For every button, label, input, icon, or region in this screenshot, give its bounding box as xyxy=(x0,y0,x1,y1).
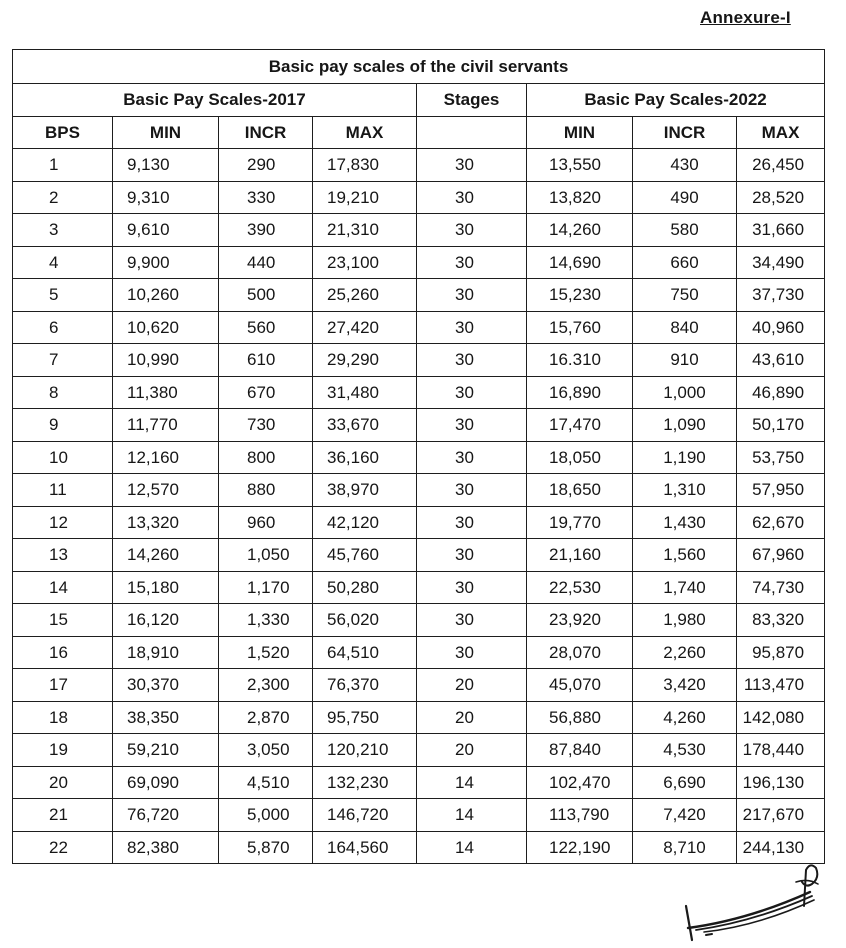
incr-2022-cell: 1,560 xyxy=(633,539,737,572)
min-2017-cell: 12,570 xyxy=(113,474,219,507)
incr-2017-cell: 440 xyxy=(219,246,313,279)
incr-2022-cell: 840 xyxy=(633,311,737,344)
bps-cell: 1 xyxy=(13,149,113,182)
incr-2017-cell: 960 xyxy=(219,506,313,539)
min-2017-cell: 76,720 xyxy=(113,799,219,832)
incr-2022-cell: 580 xyxy=(633,214,737,247)
bps-cell: 9 xyxy=(13,409,113,442)
max-2022-cell: 37,730 xyxy=(737,279,825,312)
incr-2017-cell: 290 xyxy=(219,149,313,182)
incr-2017-cell: 1,050 xyxy=(219,539,313,572)
incr-2017-cell: 500 xyxy=(219,279,313,312)
incr-2017-cell: 390 xyxy=(219,214,313,247)
bps-cell: 22 xyxy=(13,831,113,864)
stages-cell: 20 xyxy=(417,669,527,702)
incr-2022-cell: 910 xyxy=(633,344,737,377)
max-2017-cell: 64,510 xyxy=(313,636,417,669)
incr-2022-cell: 430 xyxy=(633,149,737,182)
bps-cell: 5 xyxy=(13,279,113,312)
bps-cell: 4 xyxy=(13,246,113,279)
max-2022-cell: 196,130 xyxy=(737,766,825,799)
max-2017-cell: 19,210 xyxy=(313,181,417,214)
table-row xyxy=(13,311,825,344)
max-2022-cell: 34,490 xyxy=(737,246,825,279)
incr-2017-cell: 2,870 xyxy=(219,701,313,734)
incr-2022-cell: 750 xyxy=(633,279,737,312)
min-2022-cell: 21,160 xyxy=(527,539,633,572)
min-2022-cell: 113,790 xyxy=(527,799,633,832)
incr-2022-cell: 3,420 xyxy=(633,669,737,702)
incr-2022-cell: 6,690 xyxy=(633,766,737,799)
max-2017-cell: 120,210 xyxy=(313,734,417,767)
max-2017-cell: 21,310 xyxy=(313,214,417,247)
min-2017-cell: 10,260 xyxy=(113,279,219,312)
col-header-max-2017: MAX xyxy=(313,116,417,149)
col-header-incr-2022: INCR xyxy=(633,116,737,149)
min-2022-cell: 14,690 xyxy=(527,246,633,279)
incr-2022-cell: 1,090 xyxy=(633,409,737,442)
min-2017-cell: 10,990 xyxy=(113,344,219,377)
signature-mark xyxy=(678,858,828,944)
min-2022-cell: 16.310 xyxy=(527,344,633,377)
bps-cell: 20 xyxy=(13,766,113,799)
table-row xyxy=(13,409,825,442)
max-2017-cell: 132,230 xyxy=(313,766,417,799)
stages-cell: 14 xyxy=(417,799,527,832)
bps-cell: 19 xyxy=(13,734,113,767)
max-2022-cell: 53,750 xyxy=(737,441,825,474)
min-2017-cell: 30,370 xyxy=(113,669,219,702)
min-2022-cell: 56,880 xyxy=(527,701,633,734)
bps-cell: 7 xyxy=(13,344,113,377)
min-2017-cell: 59,210 xyxy=(113,734,219,767)
max-2017-cell: 36,160 xyxy=(313,441,417,474)
max-2017-cell: 29,290 xyxy=(313,344,417,377)
incr-2022-cell: 1,430 xyxy=(633,506,737,539)
table-row xyxy=(13,279,825,312)
stages-cell: 30 xyxy=(417,214,527,247)
min-2017-cell: 18,910 xyxy=(113,636,219,669)
bps-cell: 13 xyxy=(13,539,113,572)
max-2017-cell: 50,280 xyxy=(313,571,417,604)
bps-cell: 18 xyxy=(13,701,113,734)
min-2022-cell: 102,470 xyxy=(527,766,633,799)
max-2022-cell: 57,950 xyxy=(737,474,825,507)
incr-2022-cell: 1,000 xyxy=(633,376,737,409)
max-2022-cell: 62,670 xyxy=(737,506,825,539)
min-2017-cell: 10,620 xyxy=(113,311,219,344)
stages-cell: 30 xyxy=(417,279,527,312)
min-2017-cell: 9,610 xyxy=(113,214,219,247)
max-2017-cell: 42,120 xyxy=(313,506,417,539)
stages-cell: 30 xyxy=(417,636,527,669)
bps-cell: 12 xyxy=(13,506,113,539)
max-2017-cell: 23,100 xyxy=(313,246,417,279)
annexure-label: Annexure-I xyxy=(700,8,791,27)
min-2022-cell: 87,840 xyxy=(527,734,633,767)
stages-cell: 30 xyxy=(417,376,527,409)
max-2017-cell: 17,830 xyxy=(313,149,417,182)
min-2022-cell: 45,070 xyxy=(527,669,633,702)
col-header-stages-blank xyxy=(417,116,527,149)
incr-2017-cell: 610 xyxy=(219,344,313,377)
min-2022-cell: 16,890 xyxy=(527,376,633,409)
min-2017-cell: 9,130 xyxy=(113,149,219,182)
table-row xyxy=(13,441,825,474)
max-2022-cell: 142,080 xyxy=(737,701,825,734)
table-row xyxy=(13,376,825,409)
max-2022-cell: 26,450 xyxy=(737,149,825,182)
min-2017-cell: 69,090 xyxy=(113,766,219,799)
incr-2022-cell: 1,190 xyxy=(633,441,737,474)
bps-cell: 17 xyxy=(13,669,113,702)
incr-2022-cell: 7,420 xyxy=(633,799,737,832)
max-2022-cell: 95,870 xyxy=(737,636,825,669)
bps-cell: 11 xyxy=(13,474,113,507)
min-2022-cell: 22,530 xyxy=(527,571,633,604)
incr-2017-cell: 330 xyxy=(219,181,313,214)
min-2022-cell: 18,650 xyxy=(527,474,633,507)
max-2017-cell: 27,420 xyxy=(313,311,417,344)
col-header-incr-2017: INCR xyxy=(219,116,313,149)
table-row xyxy=(13,474,825,507)
stages-cell: 30 xyxy=(417,441,527,474)
col-header-min-2022: MIN xyxy=(527,116,633,149)
stages-header: Stages xyxy=(417,84,527,117)
max-2022-cell: 217,670 xyxy=(737,799,825,832)
incr-2017-cell: 4,510 xyxy=(219,766,313,799)
min-2022-cell: 23,920 xyxy=(527,604,633,637)
min-2017-cell: 13,320 xyxy=(113,506,219,539)
stages-cell: 30 xyxy=(417,474,527,507)
incr-2017-cell: 2,300 xyxy=(219,669,313,702)
max-2022-cell: 28,520 xyxy=(737,181,825,214)
max-2022-cell: 178,440 xyxy=(737,734,825,767)
incr-2022-cell: 490 xyxy=(633,181,737,214)
incr-2022-cell: 1,310 xyxy=(633,474,737,507)
table-row xyxy=(13,604,825,637)
incr-2022-cell: 4,260 xyxy=(633,701,737,734)
max-2017-cell: 25,260 xyxy=(313,279,417,312)
max-2022-cell: 46,890 xyxy=(737,376,825,409)
table-row xyxy=(13,799,825,832)
max-2022-cell: 244,130 xyxy=(737,831,825,864)
max-2017-cell: 31,480 xyxy=(313,376,417,409)
max-2017-cell: 146,720 xyxy=(313,799,417,832)
max-2017-cell: 164,560 xyxy=(313,831,417,864)
max-2017-cell: 76,370 xyxy=(313,669,417,702)
min-2022-cell: 13,550 xyxy=(527,149,633,182)
max-2022-cell: 113,470 xyxy=(737,669,825,702)
min-2022-cell: 15,760 xyxy=(527,311,633,344)
stages-cell: 14 xyxy=(417,766,527,799)
incr-2022-cell: 4,530 xyxy=(633,734,737,767)
bps-cell: 14 xyxy=(13,571,113,604)
min-2017-cell: 9,310 xyxy=(113,181,219,214)
max-2022-cell: 83,320 xyxy=(737,604,825,637)
min-2022-cell: 15,230 xyxy=(527,279,633,312)
max-2017-cell: 45,760 xyxy=(313,539,417,572)
min-2022-cell: 13,820 xyxy=(527,181,633,214)
incr-2017-cell: 1,330 xyxy=(219,604,313,637)
max-2022-cell: 43,610 xyxy=(737,344,825,377)
min-2017-cell: 15,180 xyxy=(113,571,219,604)
min-2017-cell: 38,350 xyxy=(113,701,219,734)
stages-cell: 30 xyxy=(417,539,527,572)
stages-cell: 20 xyxy=(417,734,527,767)
min-2017-cell: 16,120 xyxy=(113,604,219,637)
incr-2017-cell: 1,170 xyxy=(219,571,313,604)
table-row xyxy=(13,669,825,702)
incr-2017-cell: 5,870 xyxy=(219,831,313,864)
min-2017-cell: 14,260 xyxy=(113,539,219,572)
table-row xyxy=(13,701,825,734)
bps-cell: 15 xyxy=(13,604,113,637)
bps-cell: 21 xyxy=(13,799,113,832)
incr-2022-cell: 2,260 xyxy=(633,636,737,669)
min-2022-cell: 18,050 xyxy=(527,441,633,474)
incr-2017-cell: 5,000 xyxy=(219,799,313,832)
table-title: Basic pay scales of the civil servants xyxy=(13,50,825,84)
bps-cell: 8 xyxy=(13,376,113,409)
col-header-max-2022: MAX xyxy=(737,116,825,149)
incr-2022-cell: 1,980 xyxy=(633,604,737,637)
table-row xyxy=(13,636,825,669)
min-2017-cell: 9,900 xyxy=(113,246,219,279)
col-header-min-2017: MIN xyxy=(113,116,219,149)
incr-2022-cell: 660 xyxy=(633,246,737,279)
table-row xyxy=(13,214,825,247)
stages-cell: 30 xyxy=(417,409,527,442)
stages-cell: 30 xyxy=(417,181,527,214)
table-row xyxy=(13,539,825,572)
incr-2017-cell: 800 xyxy=(219,441,313,474)
incr-2017-cell: 3,050 xyxy=(219,734,313,767)
stages-cell: 30 xyxy=(417,344,527,377)
stages-cell: 30 xyxy=(417,311,527,344)
bps-cell: 2 xyxy=(13,181,113,214)
min-2022-cell: 19,770 xyxy=(527,506,633,539)
bps-cell: 10 xyxy=(13,441,113,474)
group-header-2022: Basic Pay Scales-2022 xyxy=(527,84,825,117)
bps-cell: 6 xyxy=(13,311,113,344)
min-2017-cell: 82,380 xyxy=(113,831,219,864)
stages-cell: 30 xyxy=(417,149,527,182)
min-2022-cell: 17,470 xyxy=(527,409,633,442)
min-2022-cell: 122,190 xyxy=(527,831,633,864)
max-2022-cell: 67,960 xyxy=(737,539,825,572)
max-2022-cell: 50,170 xyxy=(737,409,825,442)
stages-cell: 30 xyxy=(417,506,527,539)
incr-2017-cell: 560 xyxy=(219,311,313,344)
bps-cell: 3 xyxy=(13,214,113,247)
incr-2017-cell: 1,520 xyxy=(219,636,313,669)
max-2022-cell: 31,660 xyxy=(737,214,825,247)
incr-2022-cell: 1,740 xyxy=(633,571,737,604)
stages-cell: 20 xyxy=(417,701,527,734)
stages-cell: 30 xyxy=(417,246,527,279)
col-header-bps: BPS xyxy=(13,116,113,149)
max-2022-cell: 74,730 xyxy=(737,571,825,604)
table-row xyxy=(13,246,825,279)
table-title-row xyxy=(13,50,825,84)
max-2017-cell: 38,970 xyxy=(313,474,417,507)
incr-2017-cell: 670 xyxy=(219,376,313,409)
table-row xyxy=(13,766,825,799)
bps-cell: 16 xyxy=(13,636,113,669)
max-2022-cell: 40,960 xyxy=(737,311,825,344)
stages-cell: 30 xyxy=(417,604,527,637)
min-2017-cell: 12,160 xyxy=(113,441,219,474)
group-header-2017: Basic Pay Scales-2017 xyxy=(13,84,417,117)
table-row xyxy=(13,571,825,604)
min-2022-cell: 28,070 xyxy=(527,636,633,669)
min-2022-cell: 14,260 xyxy=(527,214,633,247)
pay-scales-table xyxy=(12,49,825,864)
table-row xyxy=(13,734,825,767)
incr-2017-cell: 730 xyxy=(219,409,313,442)
min-2017-cell: 11,770 xyxy=(113,409,219,442)
table-row xyxy=(13,344,825,377)
table-row xyxy=(13,506,825,539)
incr-2017-cell: 880 xyxy=(219,474,313,507)
table-row xyxy=(13,149,825,182)
group-header-row xyxy=(13,84,825,117)
table-row xyxy=(13,181,825,214)
column-header-row xyxy=(13,116,825,149)
stages-cell: 30 xyxy=(417,571,527,604)
max-2017-cell: 33,670 xyxy=(313,409,417,442)
max-2017-cell: 56,020 xyxy=(313,604,417,637)
min-2017-cell: 11,380 xyxy=(113,376,219,409)
stages-cell: 14 xyxy=(417,831,527,864)
max-2017-cell: 95,750 xyxy=(313,701,417,734)
incr-2022-cell: 8,710 xyxy=(633,831,737,864)
